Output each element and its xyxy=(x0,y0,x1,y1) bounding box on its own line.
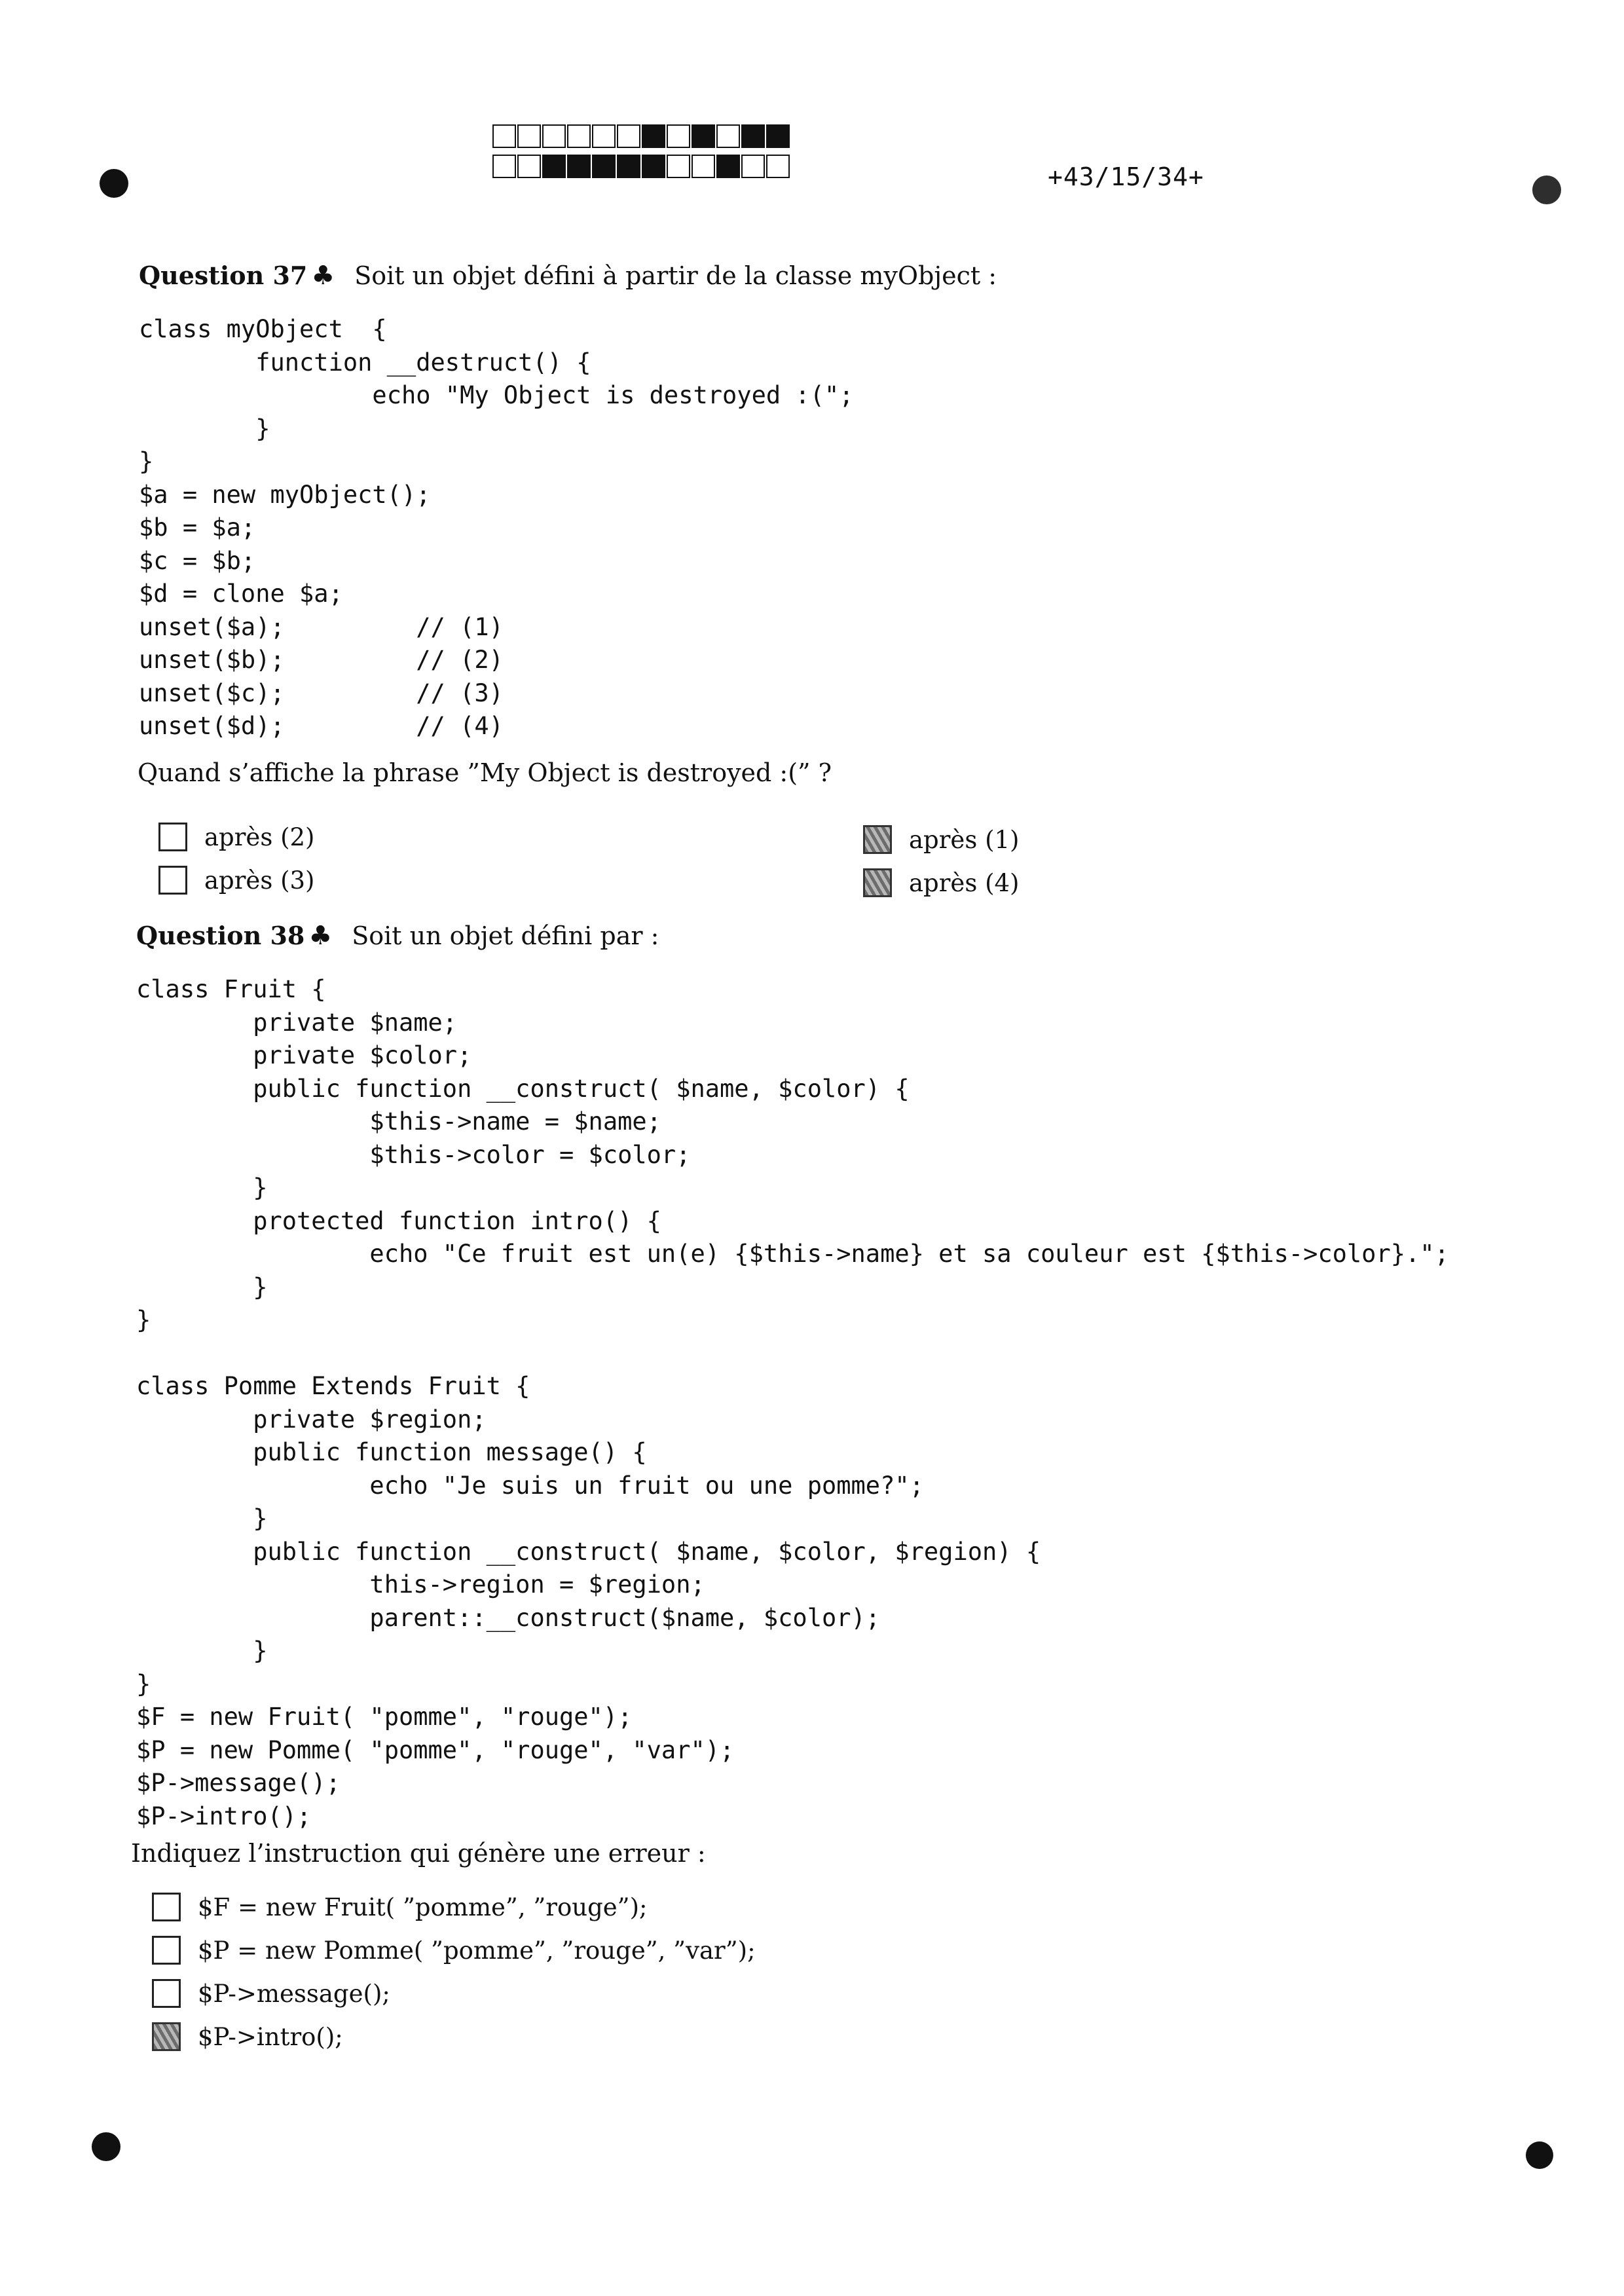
barcode-cell xyxy=(692,124,715,148)
q38-answer-3[interactable] xyxy=(152,1979,390,2008)
question-38-prompt: Indiquez l’instruction qui génère une erreur : xyxy=(131,1839,706,1868)
question-intro: Soit un objet défini par : xyxy=(352,921,659,950)
q38-checkbox-3[interactable] xyxy=(152,1979,181,2008)
barcode-row-1 xyxy=(492,124,791,149)
barcode-cell xyxy=(592,155,616,178)
question-38-title xyxy=(136,921,659,951)
barcode-cell xyxy=(542,124,566,148)
answer-label: après (3) xyxy=(204,866,315,895)
barcode-cell xyxy=(492,124,516,148)
barcode-cell xyxy=(692,155,715,178)
question-37-prompt: Quand s’affiche la phrase ”My Object is destroyed :(” ? xyxy=(138,758,832,787)
barcode-cell xyxy=(642,124,665,148)
barcode-cell xyxy=(667,124,690,148)
question-intro: Soit un objet défini à partir de la classe myObject : xyxy=(354,261,997,290)
barcode-cell xyxy=(567,155,591,178)
barcode-cell xyxy=(642,155,665,178)
barcode-cell xyxy=(517,155,541,178)
q37-answer-1[interactable] xyxy=(158,823,315,851)
question-number: Question 38 xyxy=(136,921,305,950)
barcode-cell xyxy=(592,124,616,148)
registration-mark-top-left xyxy=(100,169,128,198)
barcode-cell xyxy=(766,124,790,148)
q37-answer-3[interactable] xyxy=(863,825,1020,854)
barcode-cell xyxy=(766,155,790,178)
answer-label: après (4) xyxy=(909,868,1020,897)
barcode-cell xyxy=(716,124,740,148)
barcode-cell xyxy=(716,155,740,178)
barcode-cell xyxy=(741,124,765,148)
q37-checkbox-3[interactable] xyxy=(863,825,892,854)
q37-answer-4[interactable] xyxy=(863,868,1020,897)
barcode-cell xyxy=(492,155,516,178)
q38-answer-2[interactable] xyxy=(152,1936,756,1965)
q38-answer-4[interactable] xyxy=(152,2022,343,2051)
question-number: Question 37 xyxy=(139,261,308,290)
answer-label: $F = new Fruit( ”pomme”, ”rouge”); xyxy=(198,1893,648,1921)
page-barcode xyxy=(492,124,791,185)
answer-label: $P = new Pomme( ”pomme”, ”rouge”, ”var”); xyxy=(198,1936,756,1965)
q37-checkbox-2[interactable] xyxy=(158,866,187,895)
q38-checkbox-2[interactable] xyxy=(152,1936,181,1965)
question-38-code: class Fruit { private $name; private $color; public function __construct( $name, $color) { $this->name = $name; $this->color = $color; } protected function intro() { echo "Ce fruit est un(e) {$this->name} et sa couleur est {$this->color}."; } } class Pomme Extends Fruit { private $region; public function message() { echo "Je suis un fruit ou une pomme?"; } public function __construct( $name, $color, $region) { this->region = $region; parent::__construct($name, $color); } } $F = new Fruit( "pomme", "rouge"); $P = new Pomme( "pomme", "rouge", "var"); $P->message(); $P->intro(); xyxy=(136,975,1449,1830)
barcode-cell xyxy=(567,124,591,148)
club-icon: ♣ xyxy=(311,261,335,291)
question-37-title xyxy=(139,261,997,291)
barcode-cell xyxy=(741,155,765,178)
q37-checkbox-4[interactable] xyxy=(863,868,892,897)
answer-label: $P->message(); xyxy=(198,1979,390,2008)
q38-checkbox-4[interactable] xyxy=(152,2022,181,2051)
registration-mark-bottom-left xyxy=(92,2132,120,2161)
barcode-cell xyxy=(542,155,566,178)
q37-answer-2[interactable] xyxy=(158,866,315,895)
barcode-cell xyxy=(667,155,690,178)
barcode-cell xyxy=(517,124,541,148)
answer-label: $P->intro(); xyxy=(198,2022,343,2051)
q37-checkbox-1[interactable] xyxy=(158,823,187,851)
barcode-row-2 xyxy=(492,155,791,179)
registration-mark-bottom-right xyxy=(1526,2141,1553,2169)
club-icon: ♣ xyxy=(308,921,333,951)
registration-mark-top-right xyxy=(1532,176,1561,204)
barcode-cell xyxy=(617,155,640,178)
barcode-cell xyxy=(617,124,640,148)
answer-label: après (1) xyxy=(909,825,1020,854)
page-id: +43/15/34+ xyxy=(1048,162,1204,191)
q38-answer-1[interactable] xyxy=(152,1893,647,1921)
question-37-code: class myObject { function __destruct() { echo "My Object is destroyed :("; } } $a = new myObject(); $b = $a; $c = $b; $d = clone $a; unset($a); // (1) unset($b); // (2) unset($c); // (3) unset($d); // (4) xyxy=(139,315,854,740)
answer-label: après (2) xyxy=(204,823,315,851)
q38-checkbox-1[interactable] xyxy=(152,1893,181,1921)
